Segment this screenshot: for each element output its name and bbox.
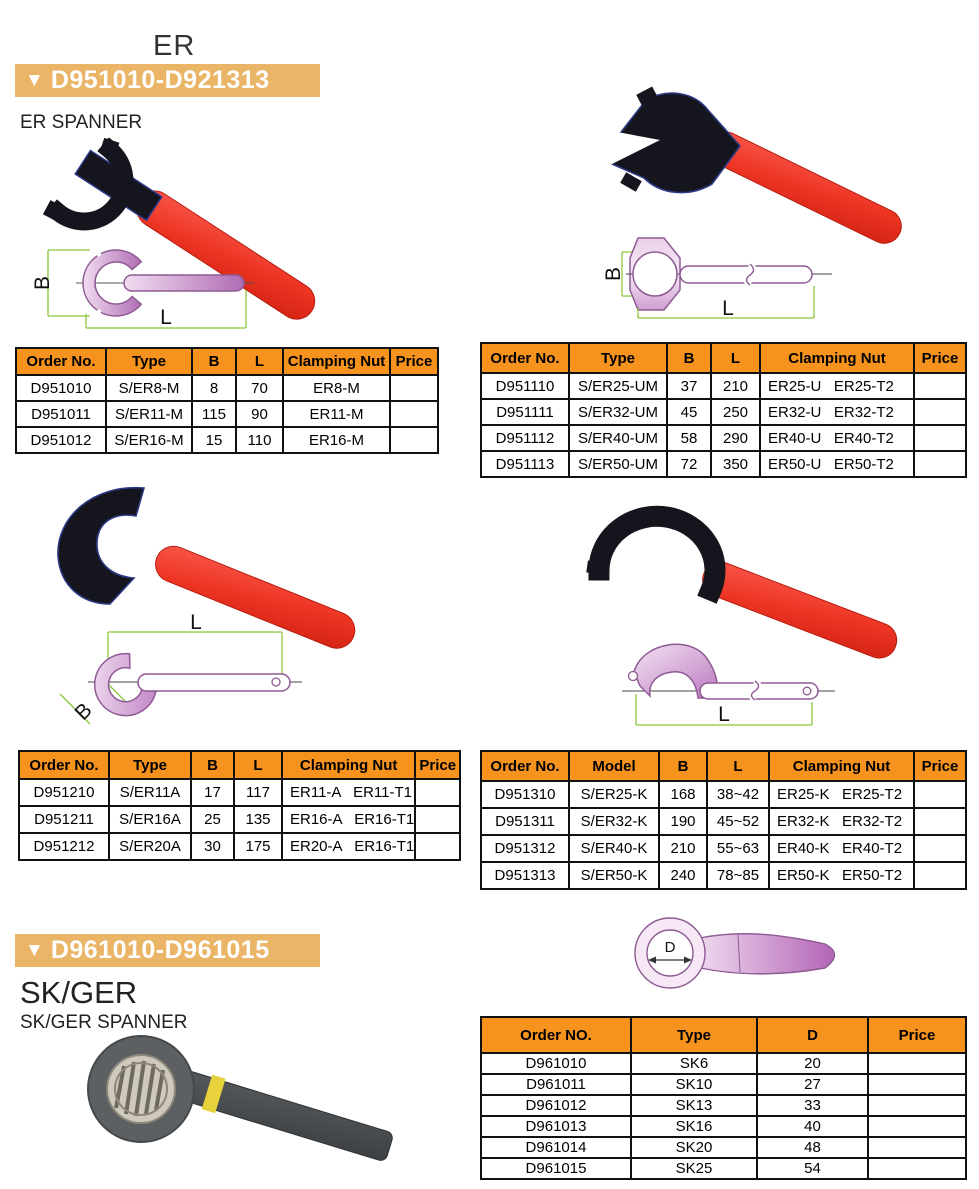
dim-l-label: L — [160, 306, 172, 329]
table-cell — [914, 862, 966, 889]
table-cell: 25 — [191, 806, 234, 833]
column-header: Type — [569, 343, 667, 373]
column-header: L — [234, 751, 282, 779]
table-cell: D961014 — [481, 1137, 631, 1158]
table-row — [481, 1116, 966, 1137]
table-cell: D951011 — [16, 401, 106, 427]
table-cell — [390, 427, 438, 453]
table-row — [481, 399, 966, 425]
column-header: Type — [631, 1017, 757, 1053]
table-cell: D951311 — [481, 808, 569, 835]
table-cell: D951212 — [19, 833, 109, 860]
table-cell: ER25-U ER25-T2 — [760, 373, 914, 399]
table-cell: S/ER40-UM — [569, 425, 667, 451]
column-header: Clamping Nut — [769, 751, 914, 781]
column-header: B — [667, 343, 711, 373]
table-row — [16, 401, 438, 427]
table-cell: S/ER32-UM — [569, 399, 667, 425]
table-cell: D951012 — [16, 427, 106, 453]
table-cell: D961013 — [481, 1116, 631, 1137]
table-cell — [868, 1053, 966, 1074]
table-row — [481, 1095, 966, 1116]
table-cell: SK13 — [631, 1095, 757, 1116]
table-cell: 45~52 — [707, 808, 769, 835]
table-cell: ER50-U ER50-T2 — [760, 451, 914, 477]
column-header: Order NO. — [481, 1017, 631, 1053]
column-header: Price — [415, 751, 460, 779]
table-cell — [914, 835, 966, 862]
table-cell: 8 — [192, 375, 236, 401]
table-cell: 190 — [659, 808, 707, 835]
er-um-spanner-diagram — [600, 228, 840, 324]
table-cell: 350 — [711, 451, 760, 477]
table-cell: D951113 — [481, 451, 569, 477]
table-cell: 117 — [234, 779, 282, 806]
table-cell: 45 — [667, 399, 711, 425]
table-row — [19, 833, 460, 860]
column-header: Price — [868, 1017, 966, 1053]
column-header: L — [236, 348, 283, 375]
table-cell: D951110 — [481, 373, 569, 399]
table-cell — [390, 375, 438, 401]
table-cell: D951210 — [19, 779, 109, 806]
table-cell: D951312 — [481, 835, 569, 862]
dim-b-label: B — [602, 266, 625, 282]
table-cell: S/ER8-M — [106, 375, 192, 401]
column-header: Order No. — [19, 751, 109, 779]
dim-d-label: D — [664, 939, 676, 956]
er-k-spec-table — [480, 750, 967, 890]
table-cell: S/ER50-UM — [569, 451, 667, 477]
section2-banner-text: D961010-D961015 — [50, 936, 270, 964]
table-cell: ER32-U ER32-T2 — [760, 399, 914, 425]
table-cell: D961011 — [481, 1074, 631, 1095]
table-cell: 38~42 — [707, 781, 769, 808]
table-cell — [415, 806, 460, 833]
table-cell: ER50-K ER50-T2 — [769, 862, 914, 889]
table-cell: SK20 — [631, 1137, 757, 1158]
dim-l-label: L — [190, 611, 202, 634]
table-row — [481, 373, 966, 399]
table-cell: 90 — [236, 401, 283, 427]
column-header: B — [191, 751, 234, 779]
table-cell: 15 — [192, 427, 236, 453]
table-cell: SK16 — [631, 1116, 757, 1137]
table-row — [481, 451, 966, 477]
sk-spanner-photo — [46, 1024, 421, 1174]
table-cell: 210 — [659, 835, 707, 862]
section1-banner — [15, 64, 320, 97]
dim-b-label: B — [70, 698, 97, 725]
table-cell — [914, 781, 966, 808]
column-header: Clamping Nut — [760, 343, 914, 373]
column-header: B — [659, 751, 707, 781]
table-cell: 54 — [757, 1158, 868, 1179]
table-cell: D951313 — [481, 862, 569, 889]
er-um-spec-table — [480, 342, 967, 478]
banner-triangle-icon: ▼ — [25, 70, 44, 91]
table-cell: 210 — [711, 373, 760, 399]
column-header: L — [711, 343, 760, 373]
table-row — [481, 1074, 966, 1095]
table-cell: 30 — [191, 833, 234, 860]
table-cell: SK25 — [631, 1158, 757, 1179]
column-header: Clamping Nut — [282, 751, 415, 779]
dim-l-label: L — [718, 703, 730, 726]
table-row — [481, 862, 966, 889]
table-cell — [914, 451, 966, 477]
table-row — [481, 835, 966, 862]
table-cell: 290 — [711, 425, 760, 451]
table-cell: ER25-K ER25-T2 — [769, 781, 914, 808]
column-header: Clamping Nut — [283, 348, 390, 375]
er-m-spanner-diagram — [28, 228, 263, 338]
column-header: Model — [569, 751, 659, 781]
column-header: Order No. — [481, 751, 569, 781]
table-cell: 58 — [667, 425, 711, 451]
table-row — [481, 1137, 966, 1158]
table-cell — [868, 1158, 966, 1179]
table-cell: 17 — [191, 779, 234, 806]
table-row — [19, 806, 460, 833]
table-cell: 175 — [234, 833, 282, 860]
table-cell — [914, 399, 966, 425]
table-cell: D951310 — [481, 781, 569, 808]
table-row — [481, 1158, 966, 1179]
table-cell: 55~63 — [707, 835, 769, 862]
table-cell — [914, 808, 966, 835]
table-cell: ER16-M — [283, 427, 390, 453]
table-cell: 168 — [659, 781, 707, 808]
table-row — [481, 425, 966, 451]
table-cell: ER20-A ER16-T1 — [282, 833, 415, 860]
column-header: L — [707, 751, 769, 781]
table-cell — [868, 1095, 966, 1116]
table-row — [481, 1053, 966, 1074]
table-cell: 240 — [659, 862, 707, 889]
column-header: Order No. — [481, 343, 569, 373]
sk-spanner-diagram — [620, 910, 875, 1000]
column-header: Price — [914, 343, 966, 373]
table-cell — [914, 373, 966, 399]
dim-b-label: B — [31, 275, 54, 291]
er-m-spec-table — [15, 347, 439, 454]
table-cell: S/ER11-M — [106, 401, 192, 427]
table-cell: 20 — [757, 1053, 868, 1074]
table-cell — [390, 401, 438, 427]
section1-banner-text: D951010-D921313 — [50, 66, 270, 94]
table-cell: 27 — [757, 1074, 868, 1095]
table-cell: ER40-K ER40-T2 — [769, 835, 914, 862]
table-cell: ER40-U ER40-T2 — [760, 425, 914, 451]
table-row — [16, 427, 438, 453]
table-cell: ER11-A ER11-T1 — [282, 779, 415, 806]
table-row — [481, 781, 966, 808]
table-cell: 110 — [236, 427, 283, 453]
table-cell: 135 — [234, 806, 282, 833]
section1-subtitle: ER SPANNER — [20, 112, 143, 133]
er-a-spec-table — [18, 750, 461, 861]
column-header: Price — [914, 751, 966, 781]
table-cell: 48 — [757, 1137, 868, 1158]
table-cell: 250 — [711, 399, 760, 425]
table-cell: D951111 — [481, 399, 569, 425]
table-cell: ER8-M — [283, 375, 390, 401]
section2-banner — [15, 934, 320, 967]
table-cell: S/ER50-K — [569, 862, 659, 889]
table-cell: ER11-M — [283, 401, 390, 427]
table-cell: SK6 — [631, 1053, 757, 1074]
table-cell: S/ER11A — [109, 779, 191, 806]
table-cell: S/ER25-UM — [569, 373, 667, 399]
table-cell — [415, 833, 460, 860]
table-cell: 40 — [757, 1116, 868, 1137]
table-cell: S/ER40-K — [569, 835, 659, 862]
table-cell: D961015 — [481, 1158, 631, 1179]
table-cell: ER32-K ER32-T2 — [769, 808, 914, 835]
table-cell: D951010 — [16, 375, 106, 401]
table-cell — [868, 1137, 966, 1158]
column-header: Order No. — [16, 348, 106, 375]
table-cell: ER16-A ER16-T1 — [282, 806, 415, 833]
table-cell: 70 — [236, 375, 283, 401]
column-header: D — [757, 1017, 868, 1053]
table-cell — [868, 1116, 966, 1137]
table-row — [16, 375, 438, 401]
dim-l-label: L — [722, 297, 734, 320]
table-cell — [914, 425, 966, 451]
table-cell — [415, 779, 460, 806]
page-title: ER — [153, 30, 196, 62]
er-k-hook-spanner-diagram — [600, 628, 840, 733]
er-a-spanner-diagram — [50, 611, 315, 736]
table-row — [19, 779, 460, 806]
table-cell: S/ER32-K — [569, 808, 659, 835]
table-cell: 33 — [757, 1095, 868, 1116]
table-cell: D961010 — [481, 1053, 631, 1074]
table-cell: S/ER20A — [109, 833, 191, 860]
table-cell: 37 — [667, 373, 711, 399]
table-row — [481, 808, 966, 835]
section2-title: SK/GER — [20, 975, 138, 1010]
table-cell: S/ER25-K — [569, 781, 659, 808]
table-cell: D951211 — [19, 806, 109, 833]
table-cell: SK10 — [631, 1074, 757, 1095]
table-cell — [868, 1074, 966, 1095]
section2-subtitle: SK/GER SPANNER — [20, 1012, 188, 1033]
table-cell: D951112 — [481, 425, 569, 451]
table-cell: S/ER16-M — [106, 427, 192, 453]
table-cell: 78~85 — [707, 862, 769, 889]
table-cell: 72 — [667, 451, 711, 477]
table-cell: S/ER16A — [109, 806, 191, 833]
column-header: B — [192, 348, 236, 375]
column-header: Type — [106, 348, 192, 375]
sk-spec-table — [480, 1016, 967, 1180]
table-cell: D961012 — [481, 1095, 631, 1116]
column-header: Price — [390, 348, 438, 375]
table-cell: 115 — [192, 401, 236, 427]
column-header: Type — [109, 751, 191, 779]
banner-triangle-icon: ▼ — [25, 940, 44, 961]
